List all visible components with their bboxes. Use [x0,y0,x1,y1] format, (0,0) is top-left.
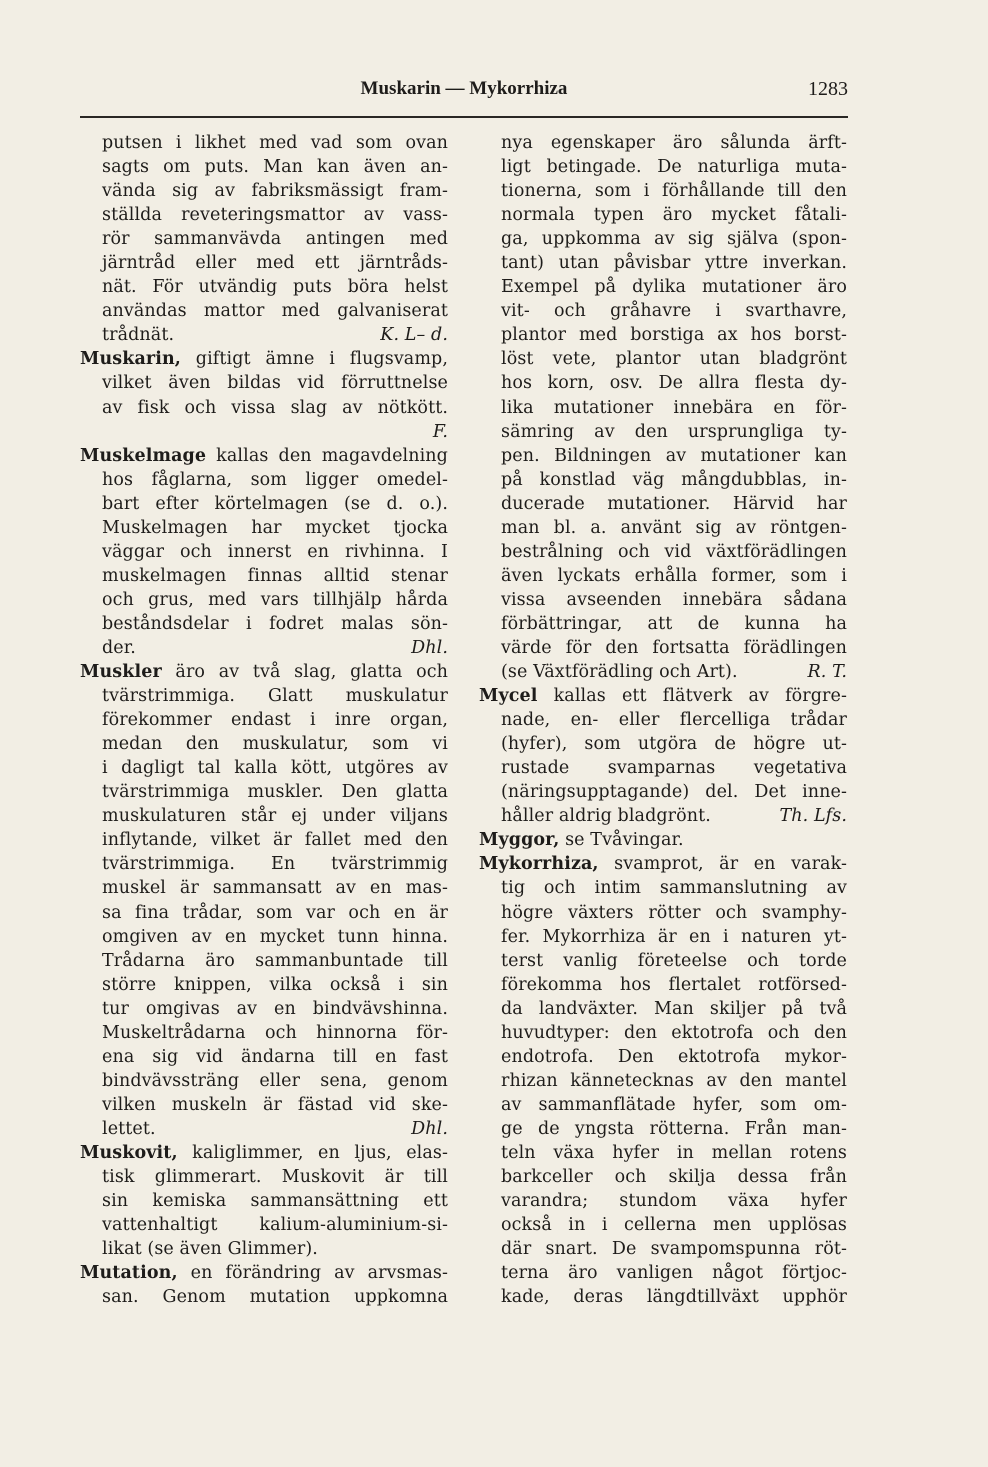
line-text: ställda reveteringsmattor av vass- [102,205,448,226]
line-text: plantor med borstiga ax hos borst- [501,325,847,346]
line-text: muskulaturen står ej under viljans [102,806,448,827]
text-line [479,420,847,444]
text-line [479,492,847,516]
text-line [479,1021,847,1045]
line-text: terna äro vanligen något förtjoc- [501,1263,847,1284]
text-line [80,997,448,1021]
line-text: rhizan kännetecknas av den mantel [501,1070,847,1091]
text-line [80,155,448,179]
text-line [80,1069,448,1093]
author-signature: R. T. [807,662,847,683]
author-signature: K. L– d. [380,325,448,346]
line-text: kade, deras längdtillväxt upphör [501,1287,847,1308]
line-text: större knippen, vilka också i sin [102,974,448,995]
line-text: teln växa hyfer in mellan rotens [501,1142,847,1163]
text-line [479,997,847,1021]
line-text: svamprot, är en varak- [598,854,847,875]
text-line [479,323,847,347]
line-text: sa fina trådar, som var och en är [102,902,448,923]
line-text: beståndsdelar i fodret malas sön- [102,613,448,634]
text-line [80,444,448,468]
line-text: rör sammanvävda antingen med [102,229,448,250]
line-text: pen. Bildningen av mutationer kan [501,445,847,466]
line-text: endotrofa. Den ektotrofa mykor- [501,1046,847,1067]
entry-headword: Muskelmage [80,445,207,466]
text-line [479,131,847,155]
text-line [80,876,448,900]
line-text: högre växters rötter och svamphy- [501,902,847,923]
text-line [479,179,847,203]
text-line [479,540,847,564]
line-text: äro av två slag, glatta och [161,662,448,683]
text-line [80,588,448,612]
text-line [80,612,448,636]
line-text: vissa avseenden innebära sådana [501,589,847,610]
entry-headword: Mutation, [80,1263,178,1284]
line-text: medan den muskulatur, som vi [102,734,448,755]
line-text: även lyckats erhålla former, som i [501,565,847,586]
text-line [80,371,448,395]
text-line [80,973,448,997]
line-text: tvärstrimmiga. En tvärstrimmig [102,854,448,875]
line-text: muskel är sammansatt av en mas- [102,878,448,899]
line-text: vilken muskeln är fästad vid ske- [102,1094,448,1115]
text-line [479,780,847,804]
line-text: av sammanflätade hyfer, som om- [501,1094,847,1115]
text-line [80,540,448,564]
line-text: väggar och innerst en rivhinna. I [102,541,448,562]
text-line [479,828,847,852]
line-text: ducerade mutationer. Härvid har [501,493,847,514]
text-line [479,684,847,708]
text-line [80,275,448,299]
line-text: Muskelmagen har mycket tjocka [102,517,448,538]
text-line [80,660,448,684]
line-text: Exempel på dylika mutationer äro [501,277,847,298]
text-line [479,732,847,756]
line-text: förbättringar, att de kunna ha [501,613,847,634]
line-text: omgiven av en mycket tunn hinna. [102,926,448,947]
text-line [80,203,448,227]
text-line [479,1213,847,1237]
author-signature: Dhl. [411,1118,448,1139]
text-line [479,901,847,925]
text-line [479,1093,847,1117]
text-line [479,468,847,492]
text-line [479,1117,847,1141]
line-text: tant) utan påvisbar yttre inverkan. [501,253,847,274]
text-line [479,1141,847,1165]
line-text: i dagligt tal kalla kött, utgöres av [102,758,448,779]
line-text: nät. För utvändig puts böra helst [102,277,448,298]
line-text: (se Växtförädling och Art). [501,662,738,683]
line-text: kallas ett flätverk av förgre- [537,686,847,707]
text-line [80,420,448,444]
running-header [80,76,848,104]
text-line [479,852,847,876]
line-text: tur omgivas av en bindvävshinna. [102,998,448,1019]
text-line [80,1117,448,1141]
entry-headword: Muskovit, [80,1142,178,1163]
line-text: fer. Mykorrhiza är en i naturen yt- [501,926,847,947]
line-text: förekomma hos flertalet rotförsed- [501,974,847,995]
line-text: putsen i likhet med vad som ovan [102,133,448,153]
line-text: barkceller och skilja dessa från [501,1167,847,1188]
author-signature: F. [432,421,448,442]
line-text: vattenhaltigt kalium-aluminium-si- [102,1215,448,1236]
author-signature: Th. Lfs. [779,806,847,827]
line-text: järntråd eller med ett järntråds- [102,253,448,274]
text-line [80,732,448,756]
line-text: bindvävssträng eller sena, genom [102,1070,448,1091]
text-line [80,1285,448,1309]
text-line [479,251,847,275]
text-line [479,588,847,612]
text-line [80,299,448,323]
text-line [479,371,847,395]
running-title: Muskarin — Mykorrhiza [360,78,568,99]
text-line [80,1261,448,1285]
line-text: förekommer endast i inre organ, [102,710,448,731]
text-line [80,564,448,588]
line-text: bart efter körtelmagen (se d. o.). [102,493,448,514]
text-line [80,780,448,804]
text-line [479,636,847,660]
text-line [80,828,448,852]
line-text: likat (se även Glimmer). [102,1239,318,1260]
line-text: ligt betingade. De naturliga muta- [501,157,847,178]
entry-headword: Mykorrhiza, [479,854,599,875]
line-text: tisk glimmerart. Muskovit är till [102,1167,448,1188]
text-line [80,227,448,251]
text-line [479,1045,847,1069]
text-line [479,1165,847,1189]
text-line [80,684,448,708]
text-line [479,227,847,251]
text-line [479,1261,847,1285]
text-line [80,1141,448,1165]
line-text: nade, en- eller flercelliga trådar [501,710,847,731]
line-text: och grus, med vars tillhjälp hårda [102,589,448,610]
line-text: håller aldrig bladgrönt. [501,806,711,827]
line-text: tvärstrimmiga. Glatt muskulatur [102,686,448,707]
text-line [479,1237,847,1261]
line-text: hos fåglarna, som ligger omedel- [102,469,448,490]
line-text: hos korn, osv. De allra flesta dy- [501,373,847,394]
line-text: sin kemiska sammansättning ett [102,1191,448,1212]
text-line [80,1213,448,1237]
line-text: huvudtyper: den ektotrofa och den [501,1022,847,1043]
text-line [479,708,847,732]
line-text: (näringsupptagande) del. Det inne- [501,782,847,803]
text-line [80,131,448,155]
line-text: ga, uppkomma av sig själva (spon- [501,229,847,250]
text-line [80,1093,448,1117]
line-text: da landväxter. Man skiljer på två [501,998,847,1019]
line-text: man bl. a. använt sig av röntgen- [501,517,847,538]
text-line [80,708,448,732]
line-text: (hyfer), som utgöra de högre ut- [501,734,847,755]
text-line [479,973,847,997]
line-text: inflytande, vilket är fallet med den [102,830,448,851]
line-text: ge de yngsta rötterna. Från man- [501,1118,847,1139]
line-text: värde för den fortsatta förädlingen [501,637,847,658]
line-text: lettet. [102,1118,156,1139]
header-rule [80,116,848,118]
text-line [479,396,847,420]
text-line [479,444,847,468]
text-line [479,203,847,227]
line-text: på konstlad väg mångdubblas, in- [501,469,847,490]
text-line [80,901,448,925]
text-line [80,852,448,876]
text-line [80,251,448,275]
line-text: san. Genom mutation uppkomna [102,1287,448,1308]
text-line [479,1285,847,1309]
text-line [80,925,448,949]
line-text: vända sig av fabriksmässigt fram- [102,181,448,202]
line-text: användas mattor med galvaniserat [102,301,448,322]
line-text: ena sig vid ändarna till en fast [102,1046,448,1067]
text-line [479,299,847,323]
text-line [479,804,847,828]
line-text: der. [102,637,136,658]
text-line [80,347,448,371]
line-text: terst vanlig företeelse och torde [501,950,847,971]
line-text: av fisk och vissa slag av nötkött. [102,397,448,418]
text-line [80,179,448,203]
text-line [479,516,847,540]
line-text: tig och intim sammanslutning av [501,878,847,899]
line-text: giftigt ämne i flugsvamp, [181,349,448,370]
line-text: tionerna, som i förhållande till den [501,181,847,202]
text-line [80,516,448,540]
line-text: sagts om puts. Man kan även an- [102,157,448,178]
line-text: bestrålning och vid växtförädlingen [501,541,847,562]
text-line [479,612,847,636]
text-line [80,756,448,780]
line-text: löst vete, plantor utan bladgrönt [501,349,847,370]
line-text: trådnät. [102,325,175,346]
line-text: muskelmagen finnas alltid stenar [102,565,448,586]
line-text: där snart. De svampomspunna röt- [501,1239,847,1260]
text-line [479,155,847,179]
text-line [80,492,448,516]
text-line [479,876,847,900]
text-line [80,1189,448,1213]
text-line [479,564,847,588]
left-column [80,131,448,1309]
text-line [80,804,448,828]
line-text: sämring av den ursprungliga ty- [501,421,847,442]
entry-headword: Muskler [80,662,162,683]
line-text: Trådarna äro sammanbuntade till [102,950,448,971]
text-line [479,347,847,371]
line-text: en förändring av arvsmas- [177,1263,448,1284]
line-text: normala typen äro mycket fåtali- [501,205,847,226]
text-line [479,1189,847,1213]
line-text: också in i cellerna men upplösas [501,1215,847,1236]
text-line [80,1045,448,1069]
right-column [479,131,847,1309]
line-text: varandra; stundom växa hyfer [501,1191,847,1212]
text-line [80,1165,448,1189]
text-line [80,323,448,347]
line-text: vit- och gråhavre i svarthavre, [501,301,847,322]
author-signature: Dhl. [411,637,448,658]
line-text: kaliglimmer, en ljus, elas- [177,1142,448,1163]
text-line [479,756,847,780]
text-line [80,949,448,973]
line-text: vilket även bildas vid förruttnelse [102,373,448,394]
text-line [80,468,448,492]
text-line [80,1237,448,1261]
page-number: 1283 [808,78,848,100]
text-line [80,396,448,420]
entry-headword: Mycel [479,686,538,707]
text-line [479,949,847,973]
line-text: se Tvåvingar. [559,830,684,851]
entry-headword: Myggor, [479,830,560,851]
line-text: tvärstrimmiga muskler. Den glatta [102,782,448,803]
line-text: lika mutationer innebära en för- [501,397,847,418]
text-line [479,925,847,949]
text-line [80,1021,448,1045]
text-line [479,275,847,299]
line-text: nya egenskaper äro sålunda ärft- [501,133,847,153]
text-line [479,1069,847,1093]
line-text: kallas den magavdelning [206,445,448,466]
entry-headword: Muskarin, [80,349,181,370]
text-line [479,660,847,684]
text-line [80,636,448,660]
line-text: rustade svamparnas vegetativa [501,758,847,779]
line-text: Muskeltrådarna och hinnorna för- [102,1022,448,1043]
